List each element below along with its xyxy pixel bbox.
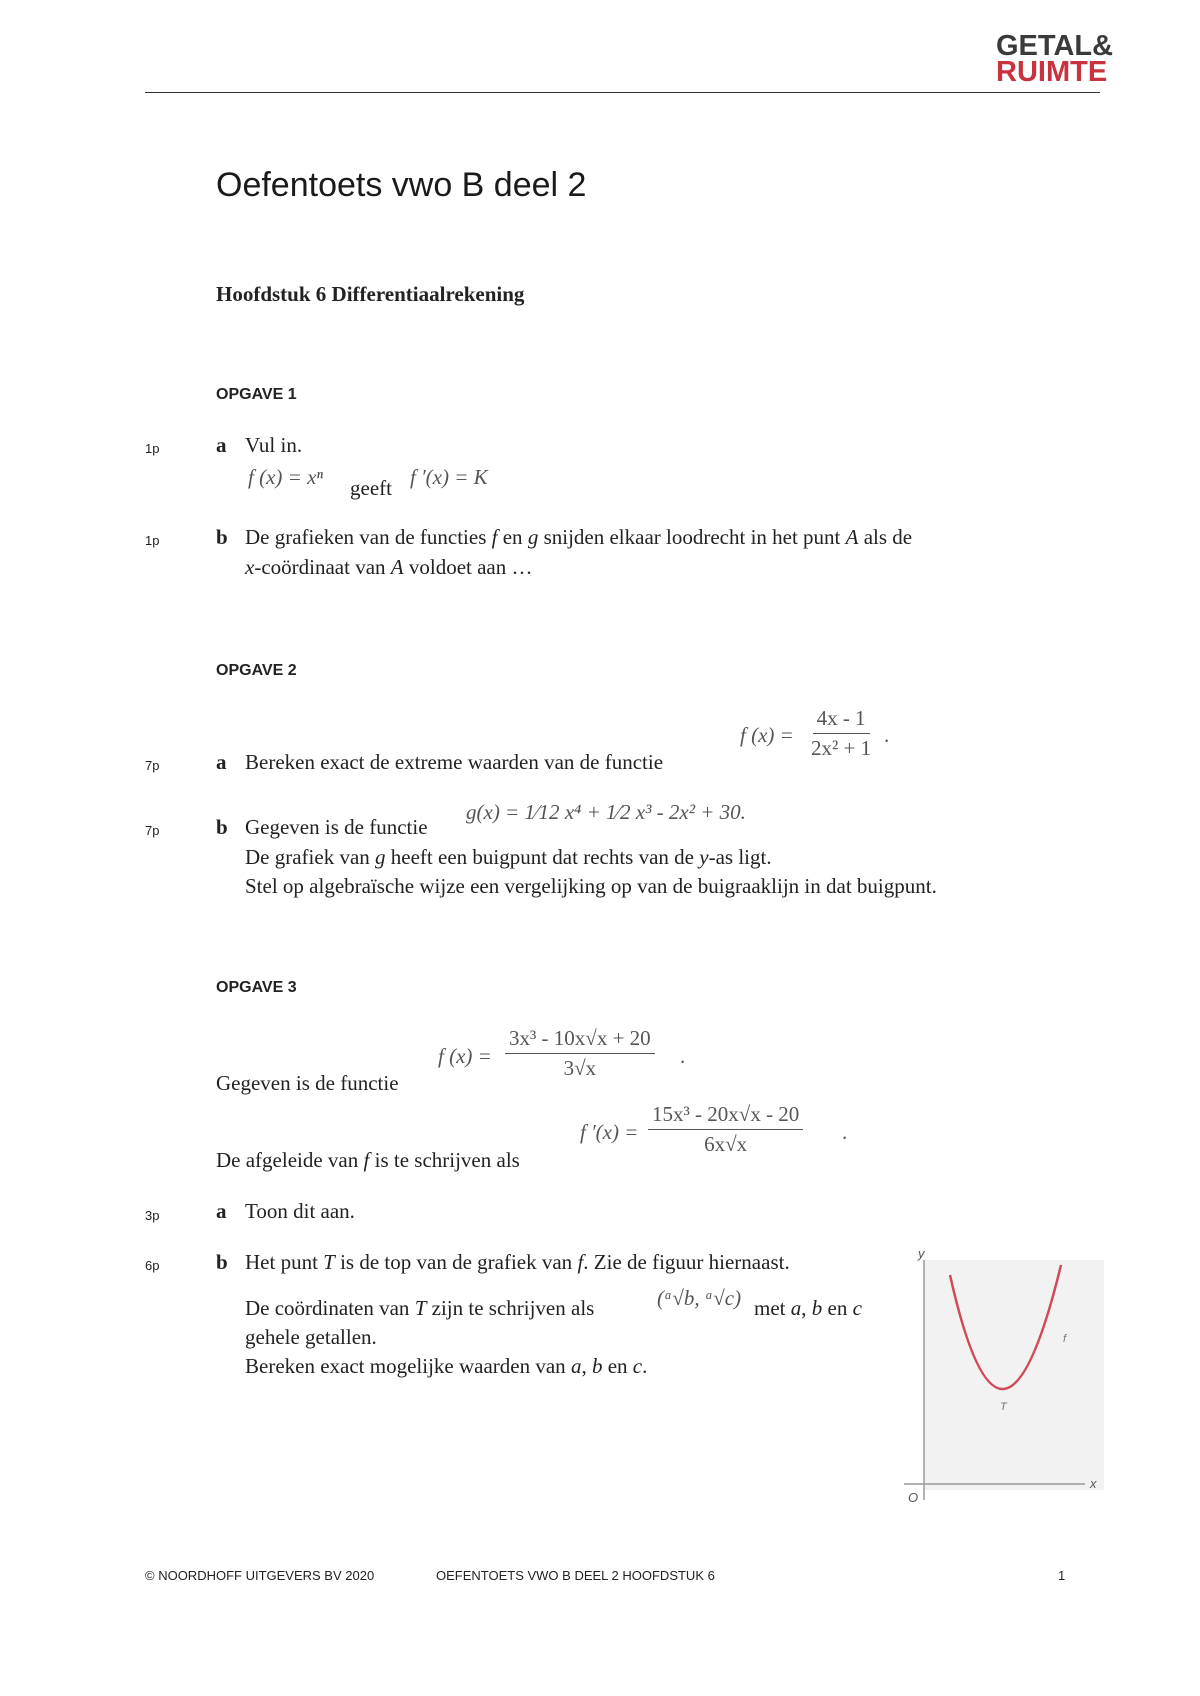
logo-getal: GETAL& <box>996 30 1114 62</box>
opgave-3-f-numerator: 3x³ - 10x√x + 20 <box>505 1026 655 1054</box>
opgave-1a-formula-right: f ′(x) = K <box>410 465 488 489</box>
opgave-1-heading: OPGAVE 1 <box>216 386 297 403</box>
footer-page-number: 1 <box>1058 1568 1066 1583</box>
opgave-3b-points: 6p <box>145 1258 160 1273</box>
opgave-2-heading: OPGAVE 2 <box>216 662 297 679</box>
opgave-2a-fraction <box>807 706 875 761</box>
opgave-1b-line1: De grafieken van de functies f en g snijden elkaar loodrecht in het punt A als de <box>245 525 913 549</box>
opgave-3-f-fraction <box>505 1026 655 1081</box>
opgave-3a-label: a <box>216 1199 227 1223</box>
opgave-3b-coord: (ᵃ√b, ᵃ√c) <box>657 1286 742 1310</box>
opgave-2a-label: a <box>216 750 227 774</box>
opgave-3b-line2: De coördinaten van T zijn te schrijven als <box>245 1296 595 1320</box>
x-axis-label: x <box>1090 1476 1097 1491</box>
opgave-1a-label: a <box>216 433 227 457</box>
opgave-2a-denominator: 2x² + 1 <box>811 736 872 760</box>
opgave-3-f-denominator: 3√x <box>563 1056 597 1080</box>
chapter-heading: Hoofdstuk 6 Differentiaalrekening <box>216 282 525 306</box>
opgave-3-deriv-numerator: 15x³ - 20x√x - 20 <box>648 1102 803 1130</box>
opgave-2a-end: . <box>884 723 890 747</box>
opgave-2a-text: Bereken exact de extreme waarden van de functie <box>245 750 664 774</box>
opgave-3b-label: b <box>216 1250 228 1274</box>
opgave-3b-line2-end: met a, b en c <box>754 1296 862 1320</box>
origin-label: O <box>908 1490 919 1505</box>
opgave-3-f-lhs: f (x) = <box>438 1044 492 1068</box>
header-rule <box>145 92 1100 93</box>
opgave-3-deriv-text: De afgeleide van f is te schrijven als <box>216 1148 520 1172</box>
opgave-2a-points: 7p <box>145 758 160 773</box>
opgave-2b-line2: De grafiek van g heeft een buigpunt dat rechts van de y-as ligt. <box>245 845 772 869</box>
opgave-3-f-end: . <box>680 1044 686 1068</box>
opgave-2b-text: Gegeven is de functie <box>245 815 428 839</box>
opgave-2a-numerator: 4x - 1 <box>813 706 870 734</box>
opgave-3-deriv-denominator: 6x√x <box>704 1132 748 1156</box>
opgave-3b-line3: gehele getallen. <box>245 1325 377 1349</box>
opgave-3-intro: Gegeven is de functie <box>216 1071 399 1095</box>
opgave-3-deriv-end: . <box>842 1120 848 1144</box>
logo-ruimte: RUIMTE <box>996 56 1108 88</box>
top-label: T <box>1000 1401 1007 1413</box>
opgave-2b-label: b <box>216 815 228 839</box>
opgave-2b-formula: g(x) = 1⁄12 x⁴ + 1⁄2 x³ - 2x² + 30. <box>466 800 746 824</box>
opgave-1b-line2: x-coördinaat van A voldoet aan … <box>245 555 533 579</box>
footer-copyright: © NOORDHOFF UITGEVERS BV 2020 <box>145 1568 375 1583</box>
opgave-3-heading: OPGAVE 3 <box>216 979 297 996</box>
opgave-1a-text: Vul in. <box>245 433 303 457</box>
y-axis-label: y <box>918 1246 925 1261</box>
opgave-3-deriv-lhs: f ′(x) = <box>580 1120 639 1144</box>
opgave-3b-line1: Het punt T is de top van de grafiek van f. Zie de figuur hiernaast. <box>245 1250 790 1274</box>
opgave-2b-line3: Stel op algebraïsche wijze een vergelijking op van de buigraaklijn in dat buigpunt. <box>245 874 937 898</box>
footer-doc-title: OEFENTOETS VWO B DEEL 2 HOOFDSTUK 6 <box>436 1568 715 1583</box>
page-title: Oefentoets vwo B deel 2 <box>216 166 587 204</box>
opgave-1b-label: b <box>216 525 228 549</box>
opgave-3-deriv-fraction <box>648 1102 803 1157</box>
opgave-1a-points: 1p <box>145 441 160 456</box>
opgave-1a-formula-left: f (x) = xⁿ <box>248 465 323 489</box>
opgave-1b-points: 1p <box>145 533 160 548</box>
opgave-3a-points: 3p <box>145 1208 160 1223</box>
opgave-3a-text: Toon dit aan. <box>245 1199 355 1223</box>
curve-label: f <box>1063 1333 1067 1345</box>
opgave-2a-lhs: f (x) = <box>740 723 794 747</box>
figure-background <box>924 1260 1104 1490</box>
opgave-1a-geeft: geeft <box>350 476 392 500</box>
opgave-2b-points: 7p <box>145 823 160 838</box>
opgave-3b-line4: Bereken exact mogelijke waarden van a, b en c. <box>245 1354 648 1378</box>
parabola-figure <box>890 1240 1110 1520</box>
